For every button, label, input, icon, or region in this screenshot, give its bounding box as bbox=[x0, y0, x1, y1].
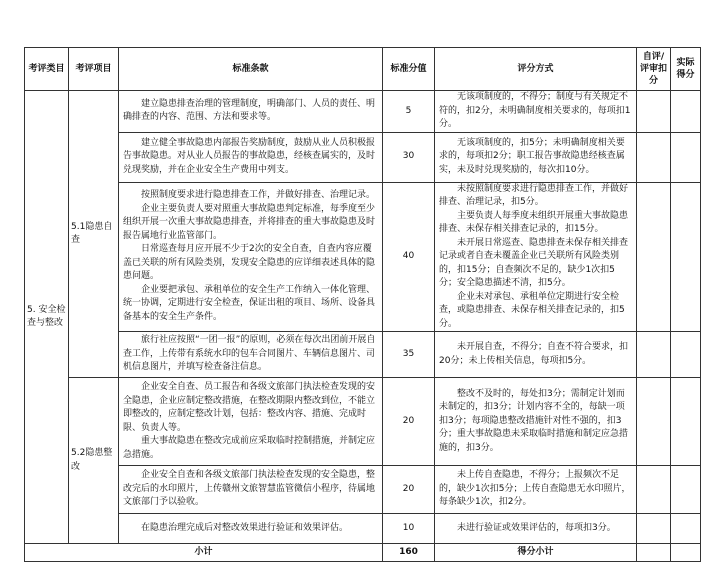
self-review-cell bbox=[637, 332, 671, 378]
score-cell: 40 bbox=[383, 182, 435, 332]
self-review-cell bbox=[637, 91, 671, 133]
method-cell: 整改不及时的，每处扣3分；需制定计划而未制定的，扣3分；计划内容不全的，每缺一项扣3分；每项隐患整改措施针对性不强的，扣3分；重大事故隐患未采取临时措施和制定应急措施的，扣3分。 bbox=[435, 378, 637, 466]
table-row bbox=[25, 91, 701, 133]
standard-cell: 按照制度要求进行隐患排查工作，并做好排查、治理记录。 企业主要负责人要对照重大事故隐患判定标准，每季度至少组织开展一次重大事故隐患排查，并将排查的重大事故隐患及时报告属地行业监管部门。 日常巡查每月应开展不少于2次的安全自查，自查内容应覆盖已关联的所有风险类别，发现安全隐患的应详细表述具体的隐患问题。 企业要把承包、承租单位的安全生产工作纳入一体化管理、统一协调，定期进行安全检查，保证出租的项目、场所、设备具备基本的安全生产条件。 bbox=[119, 182, 383, 332]
table-row bbox=[25, 514, 701, 544]
self-review-cell bbox=[637, 514, 671, 544]
header-item: 考评项目 bbox=[69, 48, 119, 91]
header-method: 评分方式 bbox=[435, 48, 637, 91]
actual-score-cell bbox=[671, 332, 701, 378]
self-review-cell bbox=[637, 132, 671, 182]
method-cell: 无该项制度的，扣5分；未明确制度相关要求的，每项扣2分；职工报告事故隐患经核查属实，未及时兑现奖励的，每次扣10分。 bbox=[435, 132, 637, 182]
actual-score-cell bbox=[671, 514, 701, 544]
evaluation-table bbox=[24, 47, 701, 562]
method-cell: 无该项制度的，不得分；制度与有关规定不符的，扣2分，未明确制度相关要求的，每项扣1分。 bbox=[435, 91, 637, 133]
self-review-cell bbox=[637, 466, 671, 514]
standard-cell: 旅行社应按照“一团一报”的原则，必须在每次出团前开展自查工作，上传带有系统水印的包车合同图片、车辆信息图片、司机信息图片，并填写检查备注信息。 bbox=[119, 332, 383, 378]
category-cell: 5. 安全检查与整改 bbox=[25, 91, 69, 544]
header-row bbox=[25, 48, 701, 91]
actual-score-cell bbox=[671, 91, 701, 133]
header-self-review: 自评/评审扣分 bbox=[637, 48, 671, 91]
score-cell: 30 bbox=[383, 132, 435, 182]
method-cell: 未上传自查隐患，不得分；上报频次不足的，缺少1次扣5分；上传自查隐患无水印照片，每条缺少1次，扣2分。 bbox=[435, 466, 637, 514]
self-review-cell bbox=[637, 182, 671, 332]
actual-score-cell bbox=[671, 132, 701, 182]
score-cell: 20 bbox=[383, 378, 435, 466]
actual-score-cell bbox=[671, 466, 701, 514]
header-score: 标准分值 bbox=[383, 48, 435, 91]
subtotal-value: 160 bbox=[383, 544, 435, 562]
header-category: 考评类目 bbox=[25, 48, 69, 91]
subtotal-actual-cell bbox=[671, 544, 701, 562]
table-row bbox=[25, 132, 701, 182]
subtotal-self-review-cell bbox=[637, 544, 671, 562]
method-cell: 未进行验证或效果评估的，每项扣3分。 bbox=[435, 514, 637, 544]
subtotal-row bbox=[25, 544, 701, 562]
table-row bbox=[25, 332, 701, 378]
item-cell-self-check: 5.1隐患自查 bbox=[69, 91, 119, 378]
method-cell: 未开展自查，不得分；自查不符合要求，扣20分；未上传相关信息，每项扣5分。 bbox=[435, 332, 637, 378]
item-cell-rectification: 5.2隐患整改 bbox=[69, 378, 119, 544]
standard-cell: 建立健全事故隐患内部报告奖励制度，鼓励从业人员积极报告事故隐患。对从业人员报告的事故隐患，经核查属实的，及时兑现奖励，并在企业安全生产费用中列支。 bbox=[119, 132, 383, 182]
score-subtotal-label: 得分小计 bbox=[435, 544, 637, 562]
score-cell: 5 bbox=[383, 91, 435, 133]
standard-cell: 企业安全自查、员工报告和各级文旅部门执法检查发现的安全隐患，企业应制定整改措施，在整改期限内整改到位，不能立即整改的，应制定整改计划，包括：整改内容、措施、完成时限、负责人等。 重大事故隐患在整改完成前应采取临时控制措施，并制定应急措施。 bbox=[119, 378, 383, 466]
header-actual: 实际得分 bbox=[671, 48, 701, 91]
subtotal-label: 小计 bbox=[25, 544, 383, 562]
score-cell: 10 bbox=[383, 514, 435, 544]
header-standard: 标准条款 bbox=[119, 48, 383, 91]
table-row bbox=[25, 466, 701, 514]
score-cell: 20 bbox=[383, 466, 435, 514]
actual-score-cell bbox=[671, 182, 701, 332]
standard-cell: 建立隐患排查治理的管理制度，明确部门、人员的责任、明确排查的内容、范围、方法和要求等。 bbox=[119, 91, 383, 133]
method-cell: 未按照制度要求进行隐患排查工作，并做好排查、治理记录，扣5分。 主要负责人每季度未组织开展重大事故隐患排查、未保存相关排查记录的，扣15分。 未开展日常巡查、隐患排查未保存相关排查记录或者自查未覆盖企业已关联所有风险类别的，扣15分；自查频次不足的，缺少1次扣5分；安全隐患描述不清，扣5分。 企业未对承包、承租单位定期进行安全检查，或隐患排查、未保存相关排查记录的，扣5分。 bbox=[435, 182, 637, 332]
self-review-cell bbox=[637, 378, 671, 466]
table-row bbox=[25, 378, 701, 466]
standard-cell: 在隐患治理完成后对整改效果进行验证和效果评估。 bbox=[119, 514, 383, 544]
score-cell: 35 bbox=[383, 332, 435, 378]
table-row bbox=[25, 182, 701, 332]
actual-score-cell bbox=[671, 378, 701, 466]
standard-cell: 企业安全自查和各级文旅部门执法检查发现的安全隐患，整改完后的水印照片，上传赣州文旅智慧监管微信小程序，待属地文旅部门予以验收。 bbox=[119, 466, 383, 514]
